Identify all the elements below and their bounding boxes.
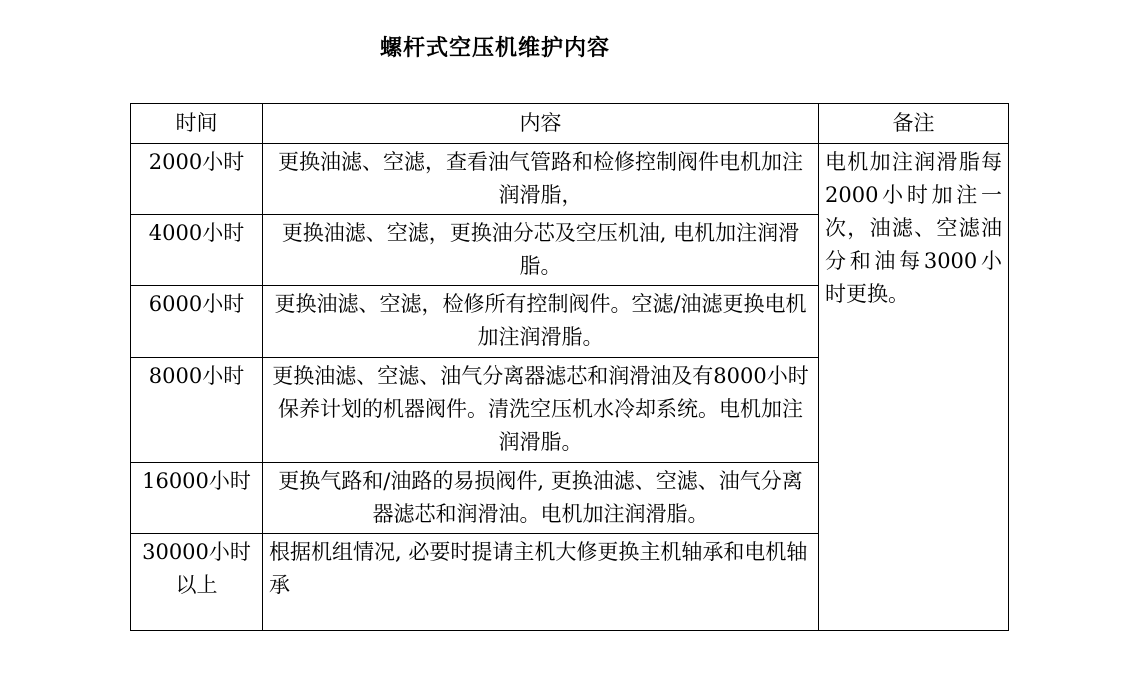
header-time: 时间 (131, 104, 263, 144)
time-cell: 2000小时 (131, 144, 263, 215)
page-title: 螺杆式空压机维护内容 (379, 35, 610, 61)
time-cell: 16000小时 (131, 462, 263, 533)
time-cell: 6000小时 (131, 285, 263, 357)
content-cell: 根据机组情况, 必要时提请主机大修更换主机轴承和电机轴承 (263, 533, 819, 630)
content-cell: 更换气路和/油路的易损阀件, 更换油滤、空滤、油气分离器滤芯和润滑油。电机加注润滑脂。 (263, 462, 819, 533)
table-row (131, 144, 1009, 215)
header-content: 内容 (263, 104, 819, 144)
content-cell: 更换油滤、空滤，查看油气管路和检修控制阀件电机加注润滑脂， (263, 144, 819, 215)
table-header-row (131, 104, 1009, 144)
time-cell: 30000小时以上 (131, 533, 263, 630)
time-cell: 4000小时 (131, 214, 263, 285)
content-cell: 更换油滤、空滤，更换油分芯及空压机油, 电机加注润滑脂。 (263, 214, 819, 285)
header-remark: 备注 (819, 104, 1009, 144)
time-cell: 8000小时 (131, 357, 263, 462)
content-cell: 更换油滤、空滤，检修所有控制阀件。空滤/油滤更换电机加注润滑脂。 (263, 285, 819, 357)
maintenance-table (130, 103, 1009, 631)
remark-cell: 电机加注润滑脂每2000小时加注一次，油滤、空滤油分和油每3000小时更换。 (819, 144, 1009, 631)
content-cell: 更换油滤、空滤、油气分离器滤芯和润滑油及有8000小时保养计划的机器阀件。清洗空压机水冷却系统。电机加注润滑脂。 (263, 357, 819, 462)
